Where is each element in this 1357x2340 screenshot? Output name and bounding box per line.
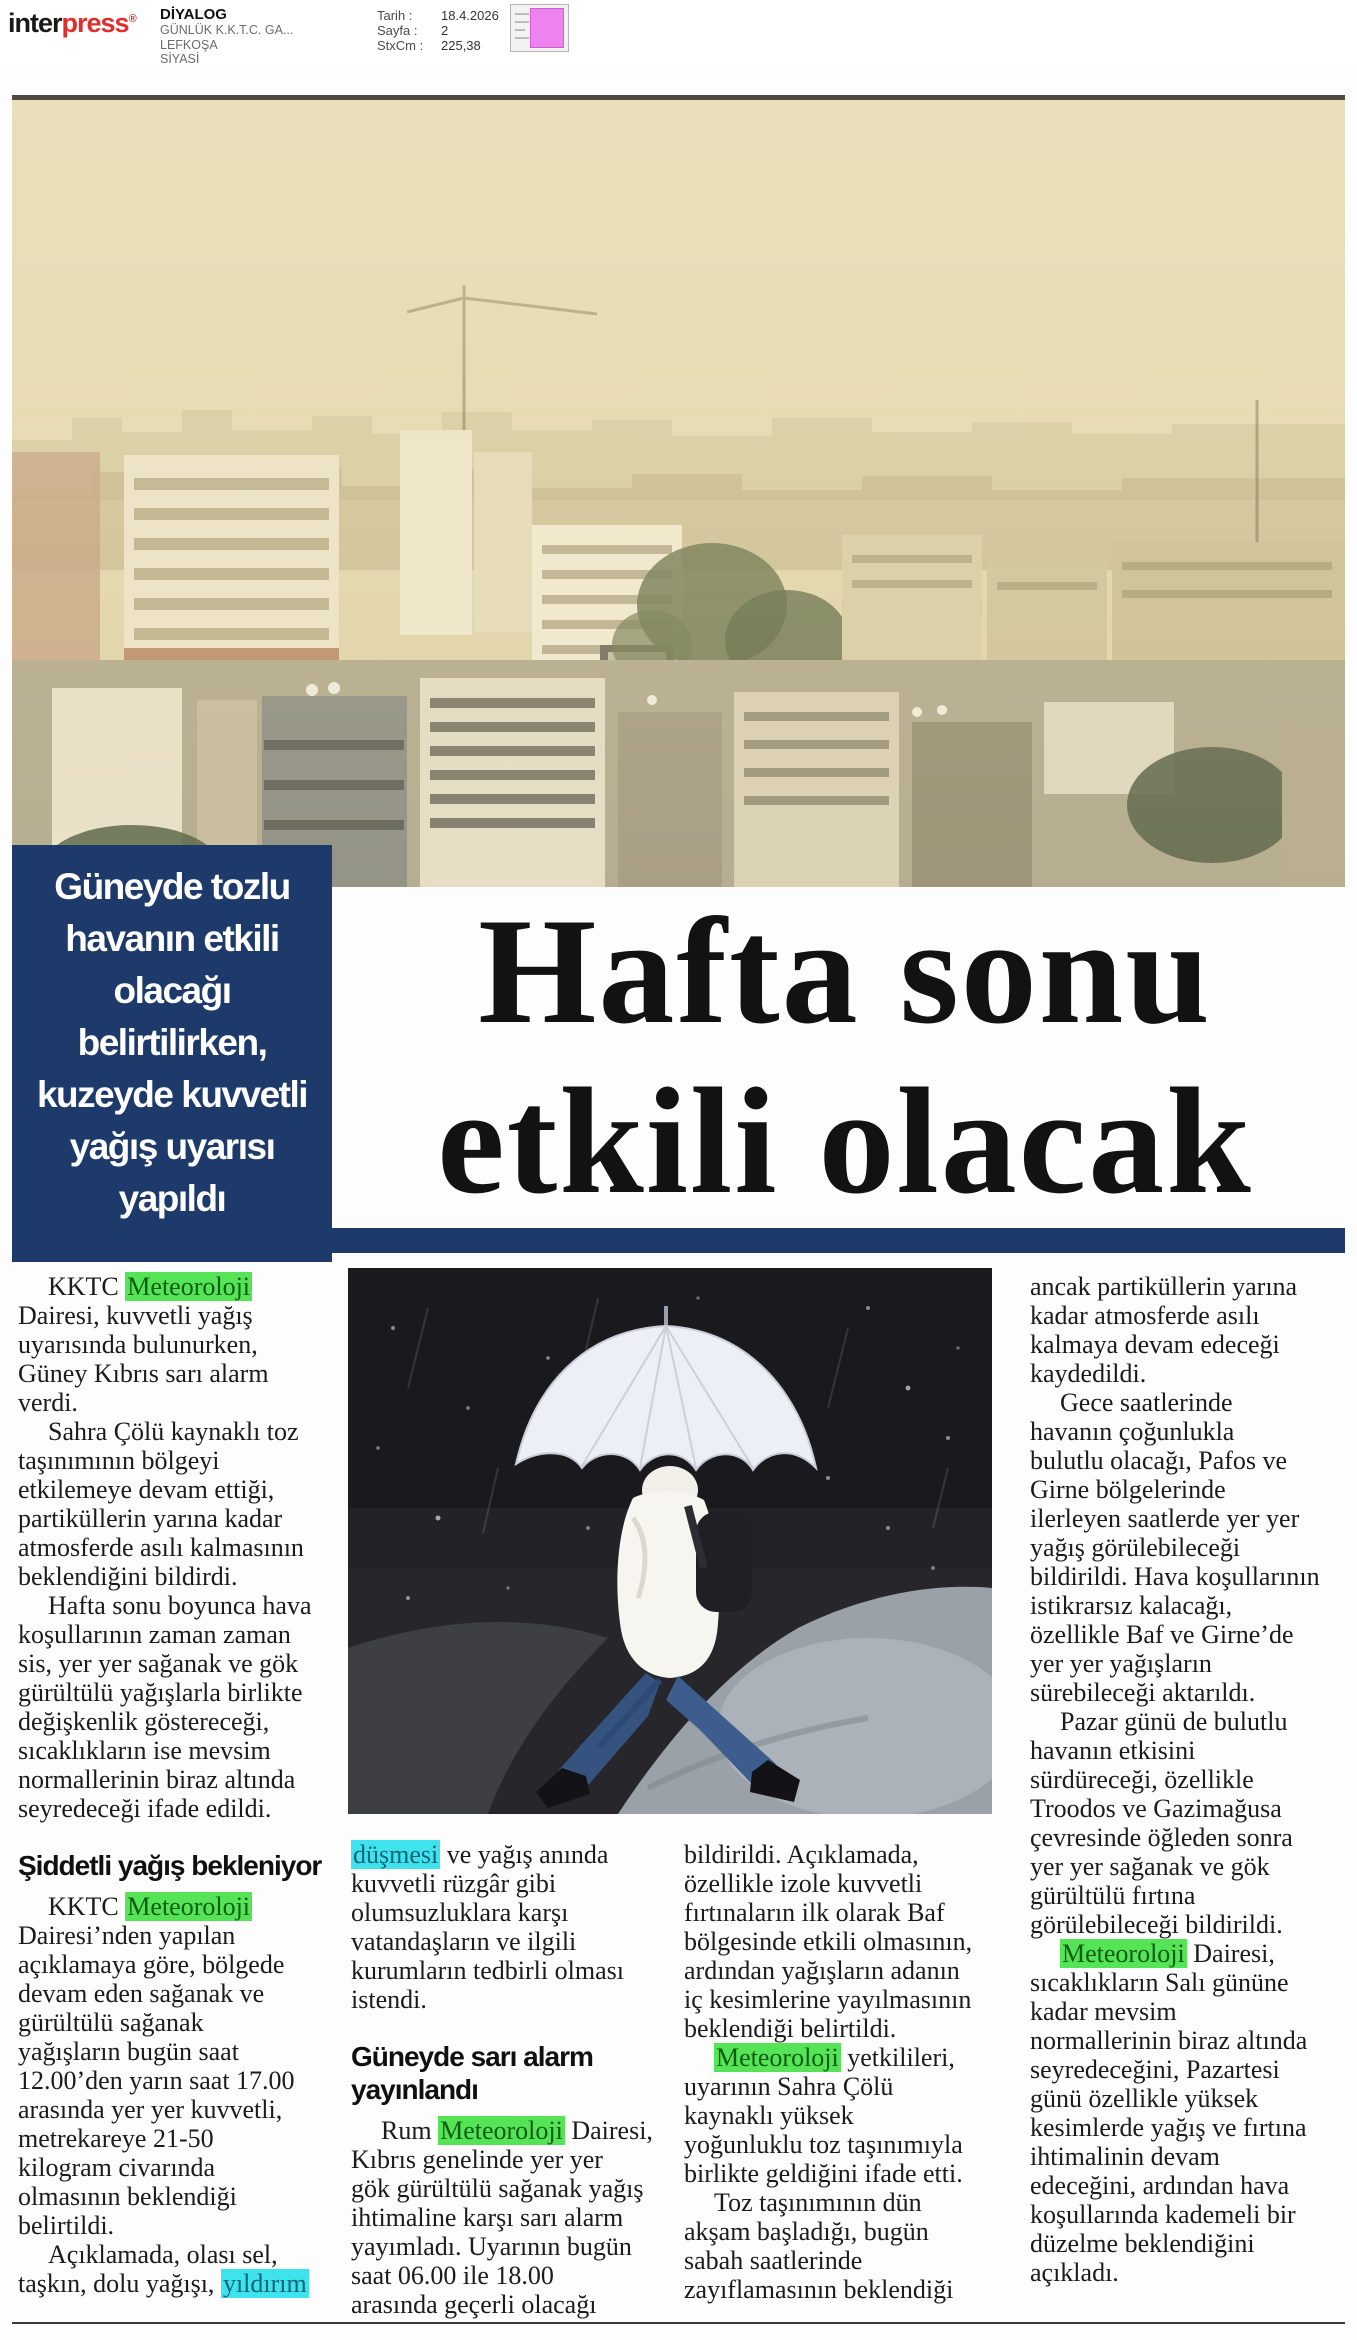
text-line [351,1956,673,1985]
text-segment: sürdüreceği, özellikle [1030,1765,1254,1794]
text-line [684,1985,1006,2014]
text-segment: yetkilileri, [840,2043,955,2072]
text-line [1030,2171,1352,2200]
meta-value: 225,38 [441,38,481,53]
text-segment: seyredeceğini, Pazartesi [1030,2055,1280,2084]
text-line [1030,1591,1352,1620]
publication-info [160,6,293,67]
text-segment: sıcaklıkların ise mevsim [18,1736,271,1765]
text-segment: yağışların bugün saat [18,2037,239,2066]
text-segment: istikrarsız kalacağı, [1030,1591,1233,1620]
page-preview-line [515,21,529,23]
text-segment: gürültülü fırtına [1030,1881,1196,1910]
text-segment: günü özellikle yüksek [1030,2084,1259,2113]
deck-line: yağış uyarısı [69,1126,275,1167]
text-line [18,1359,340,1388]
article-column [1030,1272,1352,2287]
text-line [1030,1475,1352,1504]
text-line [1030,2113,1352,2142]
text-line [1030,2055,1352,2084]
text-segment: kilogram civarında [18,2153,216,2182]
text-segment: beklendiği belirtildi. [684,2014,897,2043]
deck-text [12,845,332,1225]
text-segment: kaydedildi. [1030,1359,1147,1388]
text-segment: ilerleyen saatlerde yer yer [1030,1504,1300,1533]
text-line [351,1869,673,1898]
text-line [684,2130,1006,2159]
text-line [1030,2229,1352,2258]
text-line [18,1562,340,1591]
text-line [351,1840,673,1869]
text-line [18,1892,340,1921]
text-segment: sis, yer yer sağanak ve gök [18,1649,299,1678]
rain-photo-illustration [348,1268,992,1814]
text-line [18,2124,340,2153]
text-line [18,1765,340,1794]
text-segment: istendi. [351,1985,427,2014]
deck-line: belirtilirken, [77,1022,267,1063]
text-segment: çevresinde öğleden sonra [1030,1823,1293,1852]
text-line [351,2232,673,2261]
deck-box [12,845,332,1262]
text-line [18,1620,340,1649]
text-line [1030,1359,1352,1388]
text-segment: yer yer sağanak ve gök [1030,1852,1270,1881]
highlighted-term: Meteoroloji [716,2043,839,2072]
text-line [684,1927,1006,1956]
text-line [1030,1533,1352,1562]
text-segment: KKTC [48,1892,126,1921]
deck-line: olacağı [113,970,231,1011]
text-segment: koşullarının zaman zaman [18,1620,291,1649]
text-line [1030,1910,1352,1939]
text-segment: bildirildi. Açıklamada, [684,1840,919,1869]
text-line [351,2290,673,2319]
text-segment: gök gürültülü sağanak yağış [351,2174,644,2203]
text-line [18,1504,340,1533]
paragraph [351,1840,673,2014]
publication-details [160,23,293,67]
text-segment: kaynaklı yüksek [684,2101,854,2130]
text-segment: Açıklamada, olası sel, [48,2240,278,2269]
text-line [351,2145,673,2174]
text-line [684,2246,1006,2275]
text-line [18,1794,340,1823]
text-segment: zayıflamasının beklendiği [684,2275,954,2304]
text-segment: Güney Kıbrıs sarı alarm [18,1359,269,1388]
text-line [1030,1997,1352,2026]
text-segment: yağış görülebileceği [1030,1533,1241,1562]
deck-line: Güneyde tozlu [54,866,290,907]
text-line [351,2174,673,2203]
highlighted-term: Meteoroloji [440,2116,563,2145]
text-segment: bölgesinde etkili olmasının, [684,1927,973,1956]
clip-header [0,0,1357,64]
publication-detail: LEFKOŞA [160,37,218,52]
text-line [18,2037,340,2066]
text-segment: taşkın, dolu yağışı, [18,2269,221,2298]
text-segment: sabah saatlerinde [684,2246,863,2275]
text-line [351,1927,673,1956]
text-line [18,2095,340,2124]
text-line [18,1272,340,1301]
paragraph [1030,1388,1352,1707]
text-line [684,2014,1006,2043]
text-line [1030,2142,1352,2171]
highlighted-term: yıldırım [222,2269,307,2298]
text-line [684,2217,1006,2246]
text-line [1030,1678,1352,1707]
text-segment: havanın çoğunlukla [1030,1417,1235,1446]
logo-text-press: press [61,8,129,38]
text-segment: Troodos ve Gazimağusa [1030,1794,1282,1823]
text-line [18,1591,340,1620]
text-line [18,2066,340,2095]
text-line [684,2043,1006,2072]
meta-value: 2 [441,23,449,38]
text-segment: saat 06.00 ile 18.00 [351,2261,554,2290]
text-segment: KKTC [48,1272,126,1301]
clip-meta [377,8,499,53]
text-segment: sürebileceği aktarıldı. [1030,1678,1256,1707]
text-line [1030,1504,1352,1533]
page-preview-line [515,13,529,15]
paragraph [684,2188,1006,2304]
text-line [1030,1939,1352,1968]
text-segment: edeceğini, ardından hava [1030,2171,1290,2200]
text-line [18,1736,340,1765]
registered-mark-icon: ® [128,13,136,25]
rain-photo [348,1268,992,1814]
text-line [684,1956,1006,1985]
subheading [351,2040,673,2106]
text-line [1030,1417,1352,1446]
logo-text-inter: inter [8,8,62,38]
text-segment: Dairesi’nden yapılan [18,1921,236,1950]
deck-line: yapıldı [118,1178,226,1219]
headline [335,886,1355,1226]
text-line [684,1898,1006,1927]
text-segment: etkilemeye devam ettiği, [18,1475,275,1504]
text-segment: koşullarında kademeli bir [1030,2200,1296,2229]
text-line [1030,1852,1352,1881]
text-segment: devam eden sağanak ve [18,1979,265,2008]
text-segment: özellikle Baf ve Girne’de [1030,1620,1294,1649]
paragraph [1030,1939,1352,2287]
text-segment: ve yağış anında [440,1840,609,1869]
text-segment: kesimlerde yağış ve fırtına [1030,2113,1307,2142]
text-segment: bildirildi. Hava koşullarının [1030,1562,1320,1591]
paragraph [684,2043,1006,2188]
headline-line: Hafta sonu [478,887,1212,1055]
text-line [1030,1388,1352,1417]
text-segment: arasında yer yer kuvvetli, [18,2095,283,2124]
text-segment: olumsuzluklara karşı [351,1898,569,1927]
headline-line: etkili olacak [437,1057,1253,1225]
meta-value: 18.4.2026 [441,8,499,23]
interpress-logo [8,8,136,39]
text-segment: ardından yağışların adanın [684,1956,960,1985]
text-line [684,2275,1006,2304]
text-line [684,2188,1006,2217]
text-line [1030,2026,1352,2055]
text-line [684,2101,1006,2130]
text-line [1030,2084,1352,2113]
text-segment: kadar mevsim [1030,1997,1177,2026]
text-line [684,2159,1006,2188]
text-line [18,1446,340,1475]
text-segment: açıkladı. [1030,2258,1119,2287]
city-photo [12,95,1345,887]
paragraph [18,1892,340,2240]
article-column [684,1840,1006,2304]
paragraph [1030,1707,1352,1939]
text-segment: gürültülü yağışlarla birlikte [18,1678,303,1707]
paragraph [18,1272,340,1417]
text-line [1030,1562,1352,1591]
text-line [1030,1736,1352,1765]
text-segment: yayımladı. Uyarının bugün [351,2232,632,2261]
subheading-line: Şiddetli yağış bekleniyor [18,1850,322,1881]
subheading-line: Güneyde sarı alarm [351,2041,593,2072]
highlighted-term: düşmesi [353,1840,439,1869]
text-segment: uyarısında bulunurken, [18,1330,258,1359]
text-line [18,1979,340,2008]
text-line [1030,1794,1352,1823]
text-segment: olmasının beklendiği [18,2182,237,2211]
publication-name: DİYALOG [160,6,227,23]
text-segment: kuvvetli rüzgâr gibi [351,1869,557,1898]
text-segment: beklendiğini bildirdi. [18,1562,238,1591]
text-segment: taşınımının bölgeyi [18,1446,220,1475]
text-line [18,1649,340,1678]
text-line [18,1950,340,1979]
deck-line: kuzeyde kuvvetli [36,1074,308,1115]
text-line [18,2182,340,2211]
text-line [351,2116,673,2145]
text-segment: açıklamaya göre, bölgede [18,1950,285,1979]
text-line [18,1388,340,1417]
text-segment: vatandaşların ve ilgili [351,1927,577,1956]
text-segment: gürültülü sağanak [18,2008,204,2037]
text-segment: düzelme beklendiğini [1030,2229,1255,2258]
text-segment: kalmaya devam edeceği [1030,1330,1280,1359]
text-line [18,2008,340,2037]
text-segment: akşam başladığı, bugün [684,2217,929,2246]
paragraph [18,1591,340,1823]
text-segment: Dairesi, [1186,1939,1275,1968]
text-segment: 12.00’den yarın saat 17.00 [18,2066,295,2095]
text-line [1030,1765,1352,1794]
publication-detail: GÜNLÜK K.K.T.C. GA... [160,23,294,37]
text-line [18,1330,340,1359]
text-line [1030,1649,1352,1678]
text-line [18,2240,340,2269]
text-segment: Girne bölgelerinde [1030,1475,1226,1504]
text-line [1030,1707,1352,1736]
text-segment: ancak partiküllerin yarına [1030,1272,1298,1301]
text-line [351,1898,673,1927]
page-preview-line [515,37,529,39]
meta-row [377,8,499,23]
highlighted-term: Meteoroloji [127,1892,251,1921]
text-segment: Rum [381,2116,439,2145]
text-segment: iç kesimlerine yayılmasının [684,1985,972,2014]
text-segment: verdi. [18,1388,78,1417]
text-line [1030,2258,1352,2287]
text-segment: partiküllerin yarına kadar [18,1504,283,1533]
text-segment: görülebileceği bildirildi. [1030,1910,1283,1939]
text-segment: değişkenlik göstereceği, [18,1707,270,1736]
highlighted-term: Meteoroloji [127,1272,251,1301]
paragraph [1030,1272,1352,1388]
page-preview-line [515,29,525,31]
meta-label: StxCm : [377,38,424,53]
page-preview-icon[interactable] [510,4,569,52]
text-segment: birlikte geldiğini ifade etti. [684,2159,963,2188]
text-line [1030,1620,1352,1649]
text-segment: Gece saatlerinde [1060,1388,1233,1417]
page-preview-highlight [530,8,564,48]
city-photo-illustration [12,100,1345,887]
text-line [1030,1446,1352,1475]
text-segment: Sahra Çölü kaynaklı toz [48,1417,299,1446]
text-segment: kurumların tedbirli olması [351,1956,624,1985]
text-segment: özellikle izole kuvvetli [684,1869,923,1898]
text-line [684,1840,1006,1869]
text-segment: uyarının Sahra Çölü [684,2072,894,2101]
text-segment: belirtildi. [18,2211,115,2240]
text-line [1030,1272,1352,1301]
text-line [18,1678,340,1707]
text-line [18,1921,340,1950]
paragraph [18,2240,340,2298]
paragraph [18,1417,340,1591]
text-line [1030,1881,1352,1910]
text-line [18,1533,340,1562]
text-segment: yoğunluklu toz taşınımıyla [684,2130,963,2159]
text-line [684,2072,1006,2101]
meta-row [377,38,499,53]
clip-bottom-rule [12,2322,1345,2324]
deck-line: havanın etkili [65,918,279,959]
highlighted-term: Meteoroloji [1062,1939,1185,1968]
meta-row [377,23,499,38]
text-segment: yer yer yağışların [1030,1649,1212,1678]
article-column [18,1272,340,2298]
text-line [18,1475,340,1504]
text-segment: ihtimaline karşı sarı alarm [351,2203,624,2232]
paragraph [351,2116,673,2319]
meta-label: Sayfa : [377,23,418,38]
text-segment: havanın etkisini [1030,1736,1196,1765]
text-segment: kadar atmosferde asılı [1030,1301,1260,1330]
meta-label: Tarih : [377,8,413,23]
text-segment: metrekareye 21-50 [18,2124,214,2153]
text-line [1030,1968,1352,1997]
text-line [1030,1330,1352,1359]
text-segment: bulutlu olacağı, Pafos ve [1030,1446,1288,1475]
text-line [18,1417,340,1446]
text-line [1030,1823,1352,1852]
text-segment: Dairesi, [564,2116,653,2145]
publication-detail: SİYASİ [160,52,200,66]
text-segment: arasında geçerli olacağı [351,2290,597,2319]
text-segment: ihtimalinin devam [1030,2142,1220,2171]
text-line [18,2211,340,2240]
text-line [351,2261,673,2290]
text-line [1030,2200,1352,2229]
article-column [351,1840,673,2319]
text-segment: Toz taşınımının dün [714,2188,922,2217]
text-segment: seyredeceği ifade edildi. [18,1794,272,1823]
text-segment: Hafta sonu boyunca hava [48,1591,312,1620]
text-segment: fırtınaların ilk olarak Baf [684,1898,945,1927]
subheading-line: yayınlandı [351,2074,478,2105]
text-segment: atmosferde asılı kalmasının [18,1533,304,1562]
text-line [1030,1301,1352,1330]
text-segment: Kıbrıs genelinde yer yer [351,2145,603,2174]
text-segment: sıcaklıkların Salı gününe [1030,1968,1289,1997]
text-segment: normallerinin biraz altında [18,1765,296,1794]
text-segment: normallerinin biraz altında [1030,2026,1308,2055]
text-line [351,2203,673,2232]
text-line [18,1301,340,1330]
text-line [351,1985,673,2014]
text-line [684,1869,1006,1898]
text-segment: Pazar günü de bulutlu [1060,1707,1288,1736]
text-line [18,2153,340,2182]
subheading [18,1849,340,1882]
text-segment: Dairesi, kuvvetli yağış [18,1301,253,1330]
paragraph [684,1840,1006,2043]
text-line [18,2269,340,2298]
text-line [18,1707,340,1736]
